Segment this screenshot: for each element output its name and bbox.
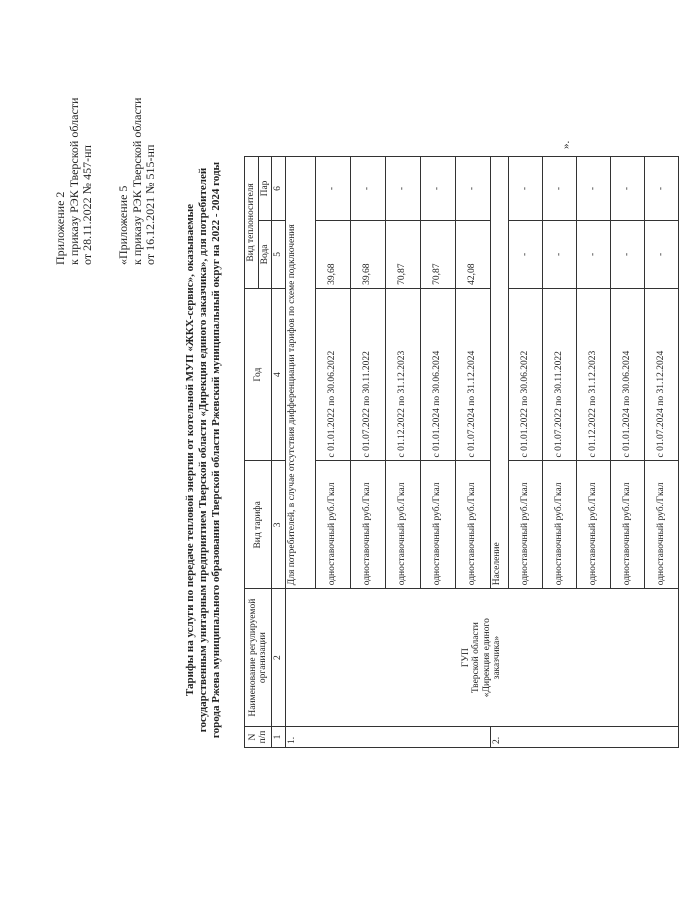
organization-line1: ГУП bbox=[460, 648, 471, 668]
column-number-6: 6 bbox=[272, 157, 286, 221]
column-number-1: 1 bbox=[272, 727, 286, 748]
header-year: Год bbox=[245, 288, 272, 461]
period-cell: с 01.07.2024 по 31.12.2024 bbox=[455, 288, 490, 461]
water-value-cell: 39,68 bbox=[315, 220, 350, 288]
water-value-cell: 70,87 bbox=[420, 220, 455, 288]
tariff-type-cell: одноставочный руб./Гкал bbox=[576, 461, 610, 589]
period-cell: с 01.01.2024 по 30.06.2024 bbox=[420, 288, 455, 461]
period-cell: с 01.07.2024 по 31.12.2024 bbox=[644, 288, 678, 461]
tariff-table bbox=[244, 156, 679, 748]
appendix-old-reference bbox=[117, 98, 158, 265]
organization-line4: заказчика» bbox=[492, 635, 502, 680]
header-organization: Наименование регулируемой организации bbox=[245, 589, 272, 727]
title-line2: государственным унитарным предприятием Тверской области «Дирекция единого заказчика», для потребителей bbox=[197, 167, 209, 733]
steam-value-cell: - bbox=[644, 157, 678, 221]
tariff-type-cell: одноставочный руб./Гкал bbox=[508, 461, 542, 589]
steam-value-cell: - bbox=[385, 157, 420, 221]
period-cell: с 01.12.2022 по 31.12.2023 bbox=[385, 288, 420, 461]
tariff-type-cell: одноставочный руб./Гкал bbox=[455, 461, 490, 589]
period-cell: с 01.07.2022 по 30.11.2022 bbox=[350, 288, 385, 461]
column-number-2: 2 bbox=[272, 589, 286, 727]
column-number-3: 3 bbox=[272, 461, 286, 589]
section-1-number: 1. bbox=[285, 727, 490, 748]
appendix-new-line1: Приложение 2 bbox=[53, 191, 67, 265]
section-2-number: 2. bbox=[490, 727, 678, 748]
period-cell: с 01.01.2024 по 30.06.2024 bbox=[610, 288, 644, 461]
title-line3: города Ржева муниципального образования Тверской области Ржевский муниципальный округ на 2022 - 2024 годы bbox=[210, 161, 222, 739]
steam-value-cell: - bbox=[420, 157, 455, 221]
water-value-cell: - bbox=[610, 220, 644, 288]
tariff-type-cell: одноставочный руб./Гкал bbox=[542, 461, 576, 589]
organization-line3: «Дирекция единого bbox=[481, 618, 492, 698]
section-1-title: Для потребителей, в случае отсутствия дифференциации тарифов по схеме подключения bbox=[285, 157, 315, 589]
steam-value-cell: - bbox=[508, 157, 542, 221]
tariff-type-cell: одноставочный руб./Гкал bbox=[385, 461, 420, 589]
appendix-new-reference bbox=[54, 98, 95, 265]
organization-line2: Тверской области bbox=[471, 622, 481, 694]
appendix-old-line1: «Приложение 5 bbox=[116, 185, 130, 265]
steam-value-cell: - bbox=[315, 157, 350, 221]
steam-value-cell: - bbox=[350, 157, 385, 221]
water-value-cell: - bbox=[508, 220, 542, 288]
appendix-new-line2: к приказу РЭК Тверской области bbox=[66, 97, 81, 265]
steam-value-cell: - bbox=[542, 157, 576, 221]
header-tariff-type: Вид тарифа bbox=[245, 461, 272, 589]
tariff-type-cell: одноставочный руб./Гкал bbox=[315, 461, 350, 589]
column-number-5: 5 bbox=[272, 220, 286, 288]
appendix-old-line3: от 16.12.2021 № 515-нп bbox=[143, 144, 157, 265]
header-water: Вода bbox=[258, 220, 272, 288]
steam-value-cell: - bbox=[455, 157, 490, 221]
title-line1: Тарифы на услуги по передаче тепловой энергии от котельной МУП «ЖКХ-сервис», оказываемые bbox=[184, 203, 196, 697]
organization-cell bbox=[285, 589, 678, 727]
water-value-cell: - bbox=[644, 220, 678, 288]
steam-value-cell: - bbox=[610, 157, 644, 221]
column-number-4: 4 bbox=[272, 288, 286, 461]
water-value-cell: - bbox=[542, 220, 576, 288]
tariff-type-cell: одноставочный руб./Гкал bbox=[350, 461, 385, 589]
period-cell: с 01.01.2022 по 30.06.2022 bbox=[315, 288, 350, 461]
document-title bbox=[184, 155, 223, 745]
steam-value-cell: - bbox=[576, 157, 610, 221]
tariff-type-cell: одноставочный руб./Гкал bbox=[644, 461, 678, 589]
tariff-type-cell: одноставочный руб./Гкал bbox=[420, 461, 455, 589]
tariff-type-cell: одноставочный руб./Гкал bbox=[610, 461, 644, 589]
period-cell: с 01.07.2022 по 30.11.2022 bbox=[542, 288, 576, 461]
water-value-cell: 39,68 bbox=[350, 220, 385, 288]
period-cell: с 01.12.2022 по 31.12.2023 bbox=[576, 288, 610, 461]
period-cell: с 01.01.2022 по 30.06.2022 bbox=[508, 288, 542, 461]
appendix-new-line3: от 28.11.2022 № 457-нп bbox=[80, 145, 94, 265]
closing-quote-mark: ». bbox=[560, 140, 572, 149]
water-value-cell: 42,08 bbox=[455, 220, 490, 288]
header-number: N п/п bbox=[245, 727, 272, 748]
header-steam: Пар bbox=[258, 157, 272, 221]
appendix-old-line2: к приказу РЭК Тверской области bbox=[129, 97, 144, 265]
water-value-cell: 70,87 bbox=[385, 220, 420, 288]
header-heat-carrier: Вид теплоносителя bbox=[245, 157, 259, 289]
section-2-title: Население bbox=[490, 157, 508, 589]
water-value-cell: - bbox=[576, 220, 610, 288]
